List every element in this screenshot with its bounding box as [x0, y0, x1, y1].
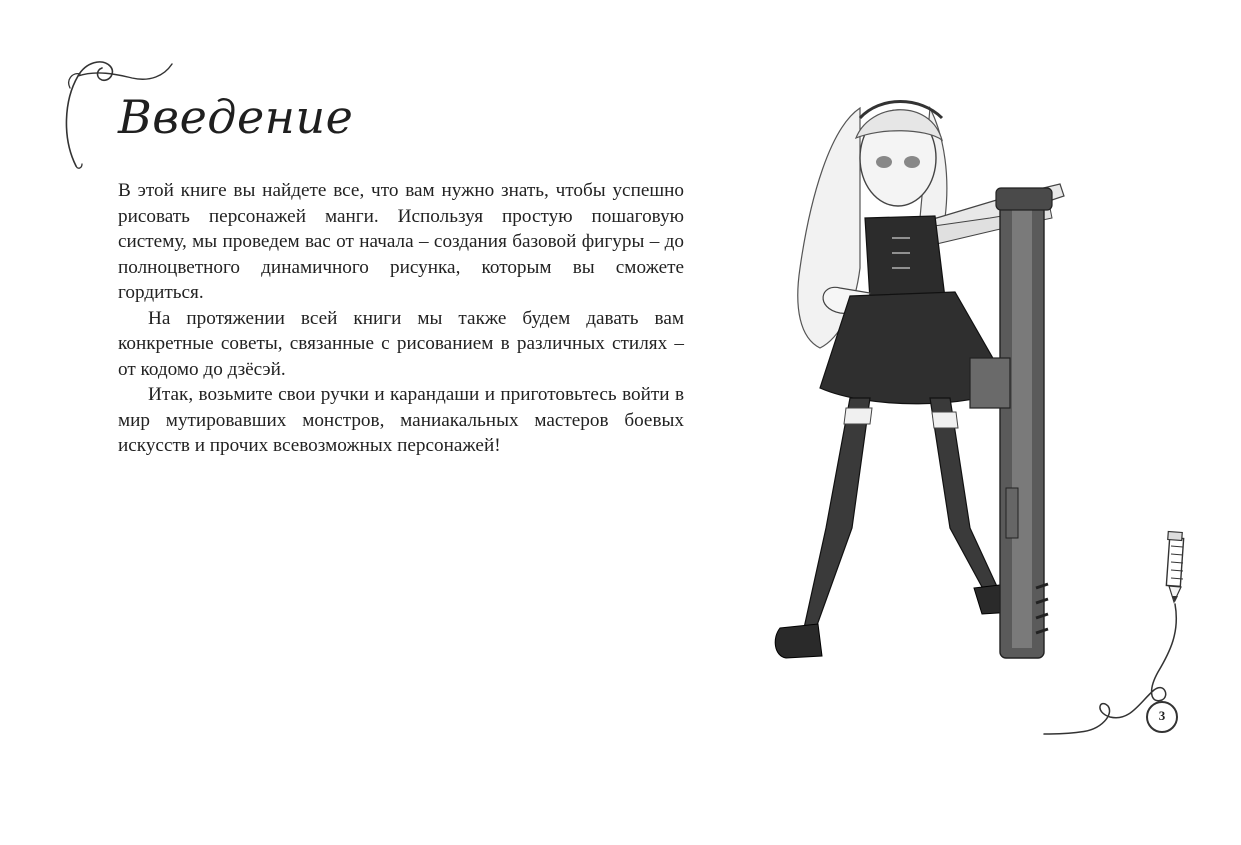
paragraph: В этой книге вы найдете все, что вам нужно знать, чтобы успешно рисовать персонажей манги. Используя простую пошаговую систему, мы проведем вас от начала – создания базовой фигуры – до полноцветного динамичного рисунка, которым вы сможете гордиться. — [118, 180, 684, 303]
intro-text — [118, 178, 684, 459]
paragraph: Итак, возьмите свои ручки и карандаши и приготовьтесь войти в мир мутировавших монстров, маниакальных мастеров боевых искусств и прочих всевозможных персонажей! — [118, 384, 684, 456]
page-number: 3 — [1158, 708, 1166, 723]
page-title: Введение — [118, 90, 354, 144]
page-number-badge — [1146, 700, 1178, 732]
paragraph: На протяжении всей книги мы также будем давать вам конкретные советы, связанные с рисованием в различных стилях – от кодомо до дзёсэй. — [118, 307, 684, 380]
